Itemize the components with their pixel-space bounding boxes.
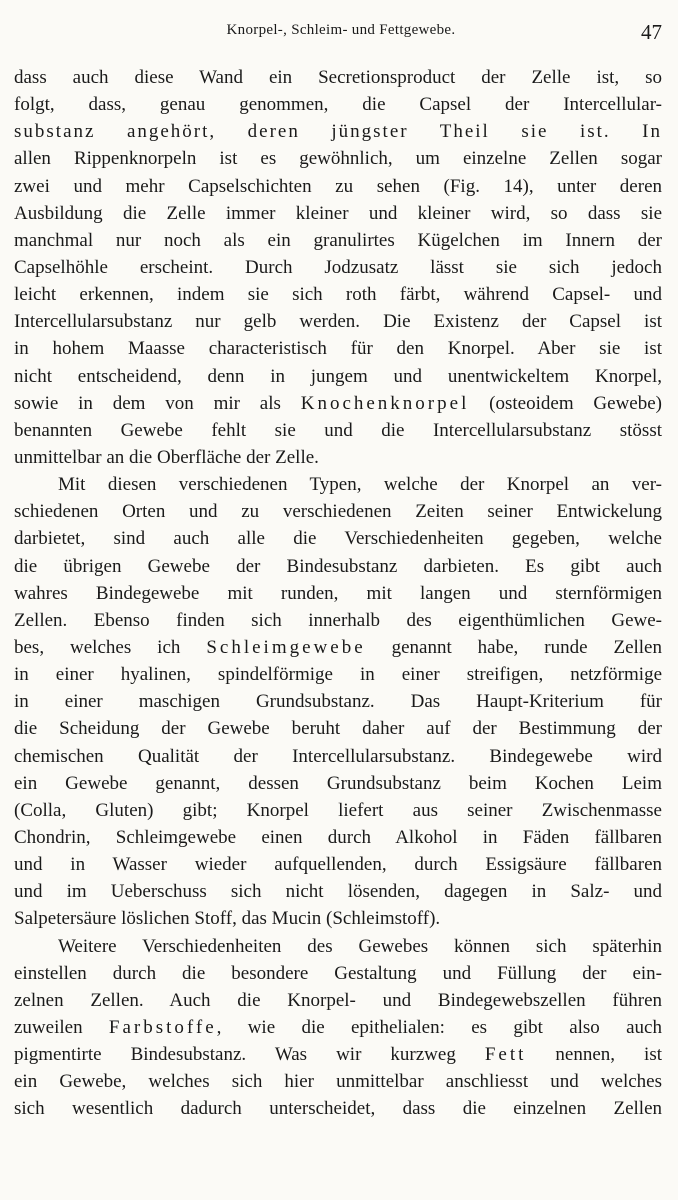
text-line — [14, 118, 662, 145]
text-segment: darbietet, sind auch alle die Verschiedenheiten gegeben, welche — [14, 528, 662, 550]
text-line — [14, 933, 662, 960]
text-line — [14, 1041, 662, 1068]
running-head — [14, 20, 668, 50]
text-line — [14, 553, 662, 580]
emphasized-term: Knochenknorpel — [300, 392, 470, 414]
text-segment: in hohem Maasse characteristisch für den Knorpel. Aber sie ist — [14, 338, 662, 360]
text-segment: Mit diesen verschiedenen Typen, welche der Knorpel an ver- — [58, 474, 662, 496]
text-segment: wahres Bindegewebe mit runden, mit langen und sternförmigen — [14, 582, 662, 604]
text-line — [14, 200, 662, 227]
text-segment: zelnen Zellen. Auch die Knorpel- und Bindegewebszellen führen — [14, 989, 662, 1011]
text-segment: allen Rippenknorpeln ist es gewöhnlich, um einzelne Zellen sogar — [14, 148, 662, 170]
text-line — [14, 634, 662, 661]
text-segment: sowie in dem von mir als — [14, 392, 301, 414]
text-segment: Zellen. Ebenso finden sich innerhalb des eigenthümlichen Gewe- — [14, 609, 662, 631]
text-segment: genannt habe, runde Zellen — [365, 636, 662, 658]
text-segment: in einer maschigen Grundsubstanz. Das Haupt-Kriterium für — [14, 691, 662, 713]
text-line — [14, 743, 662, 770]
emphasized-term: Schleimgewebe — [206, 636, 366, 658]
text-segment: unmittelbar an die Oberfläche der Zelle. — [14, 446, 319, 468]
text-segment: folgt, dass, genau genommen, die Capsel der Intercellular- — [14, 94, 662, 116]
text-segment: nennen, ist — [526, 1044, 662, 1066]
text-segment: und in Wasser wieder aufquellenden, durch Essigsäure fällbaren — [14, 854, 662, 876]
text-segment: ein Gewebe genannt, dessen Grundsubstanz beim Kochen Leim — [14, 772, 662, 794]
text-segment: sich wesentlich dadurch unterscheidet, dass die einzelnen Zellen — [14, 1098, 662, 1120]
text-segment: ein Gewebe, welches sich hier unmittelbar anschliesst und welches — [14, 1071, 662, 1093]
text-segment: und im Ueberschuss sich nicht lösenden, dagegen in Salz- und — [14, 881, 662, 903]
text-line — [14, 91, 662, 118]
body-text — [14, 64, 662, 1122]
text-line — [14, 498, 662, 525]
text-segment: die übrigen Gewebe der Bindesubstanz darbieten. Es gibt auch — [14, 555, 662, 577]
text-line — [14, 824, 662, 851]
text-line — [14, 607, 662, 634]
text-line — [14, 444, 662, 471]
text-segment: substanz angehört, deren jüngster Theil sie ist. In — [14, 121, 662, 143]
text-segment: die Scheidung der Gewebe beruht daher auf der Bestimmung der — [14, 718, 662, 740]
text-line — [14, 64, 662, 91]
text-segment: chemischen Qualität der Intercellularsubstanz. Bindegewebe wird — [14, 745, 662, 767]
text-segment: Weitere Verschiedenheiten des Gewebes können sich späterhin — [58, 935, 662, 957]
text-line — [14, 173, 662, 200]
text-line — [14, 254, 662, 281]
text-line — [14, 1095, 662, 1122]
text-line — [14, 471, 662, 498]
text-line — [14, 715, 662, 742]
text-segment: leicht erkennen, indem sie sich roth färbt, während Capsel- und — [14, 284, 662, 306]
text-line — [14, 335, 662, 362]
text-segment: Capselhöhle erscheint. Durch Jodzusatz lässt sie sich jedoch — [14, 256, 662, 278]
text-segment: einstellen durch die besondere Gestaltung und Füllung der ein- — [14, 962, 662, 984]
text-line — [14, 1014, 662, 1041]
emphasized-term: Farbstoffe — [108, 1016, 217, 1038]
text-line — [14, 960, 662, 987]
text-segment: (osteoidem Gewebe) — [469, 392, 662, 414]
text-line — [14, 905, 662, 932]
text-segment: , wie die epithelialen: es gibt also auch — [216, 1016, 662, 1038]
text-segment: bes, welches ich — [14, 636, 207, 658]
text-line — [14, 525, 662, 552]
text-segment: (Colla, Gluten) gibt; Knorpel liefert aus seiner Zwischenmasse — [14, 799, 662, 821]
running-title: Knorpel-, Schleim- und Fettgewebe. — [226, 22, 456, 38]
text-segment: Chondrin, Schleimgewebe einen durch Alkohol in Fäden fällbaren — [14, 826, 662, 848]
text-segment: nicht entscheidend, denn in jungem und unentwickeltem Knorpel, — [14, 365, 662, 387]
text-line — [14, 281, 662, 308]
text-line — [14, 688, 662, 715]
text-line — [14, 770, 662, 797]
text-segment: Salpetersäure löslichen Stoff, das Mucin (Schleimstoff). — [14, 908, 441, 930]
text-line — [14, 1068, 662, 1095]
text-segment: in einer hyalinen, spindelförmige in einer streifigen, netzförmige — [14, 664, 662, 686]
text-segment: schiedenen Orten und zu verschiedenen Zeiten seiner Entwickelung — [14, 501, 662, 523]
text-line — [14, 580, 662, 607]
text-segment: zuweilen — [14, 1016, 109, 1038]
text-segment: Intercellularsubstanz nur gelb werden. Die Existenz der Capsel ist — [14, 311, 662, 333]
text-segment: Ausbildung die Zelle immer kleiner und kleiner wird, so dass sie — [14, 202, 662, 224]
text-line — [14, 417, 662, 444]
text-line — [14, 145, 662, 172]
text-line — [14, 878, 662, 905]
text-line — [14, 308, 662, 335]
text-line — [14, 661, 662, 688]
text-line — [14, 797, 662, 824]
text-line — [14, 987, 662, 1014]
text-line — [14, 390, 662, 417]
text-segment: benannten Gewebe fehlt sie und die Intercellularsubstanz stösst — [14, 419, 662, 441]
page-number: 47 — [641, 20, 662, 44]
text-segment: zwei und mehr Capselschichten zu sehen (Fig. 14), unter deren — [14, 175, 662, 197]
text-line — [14, 851, 662, 878]
text-line — [14, 363, 662, 390]
emphasized-term: Fett — [484, 1044, 527, 1066]
text-segment: manchmal nur noch als ein granulirtes Kügelchen im Innern der — [14, 229, 662, 251]
text-segment: pigmentirte Bindesubstanz. Was wir kurzweg — [14, 1044, 485, 1066]
text-line — [14, 227, 662, 254]
text-segment: dass auch diese Wand ein Secretionsproduct der Zelle ist, so — [14, 67, 662, 88]
